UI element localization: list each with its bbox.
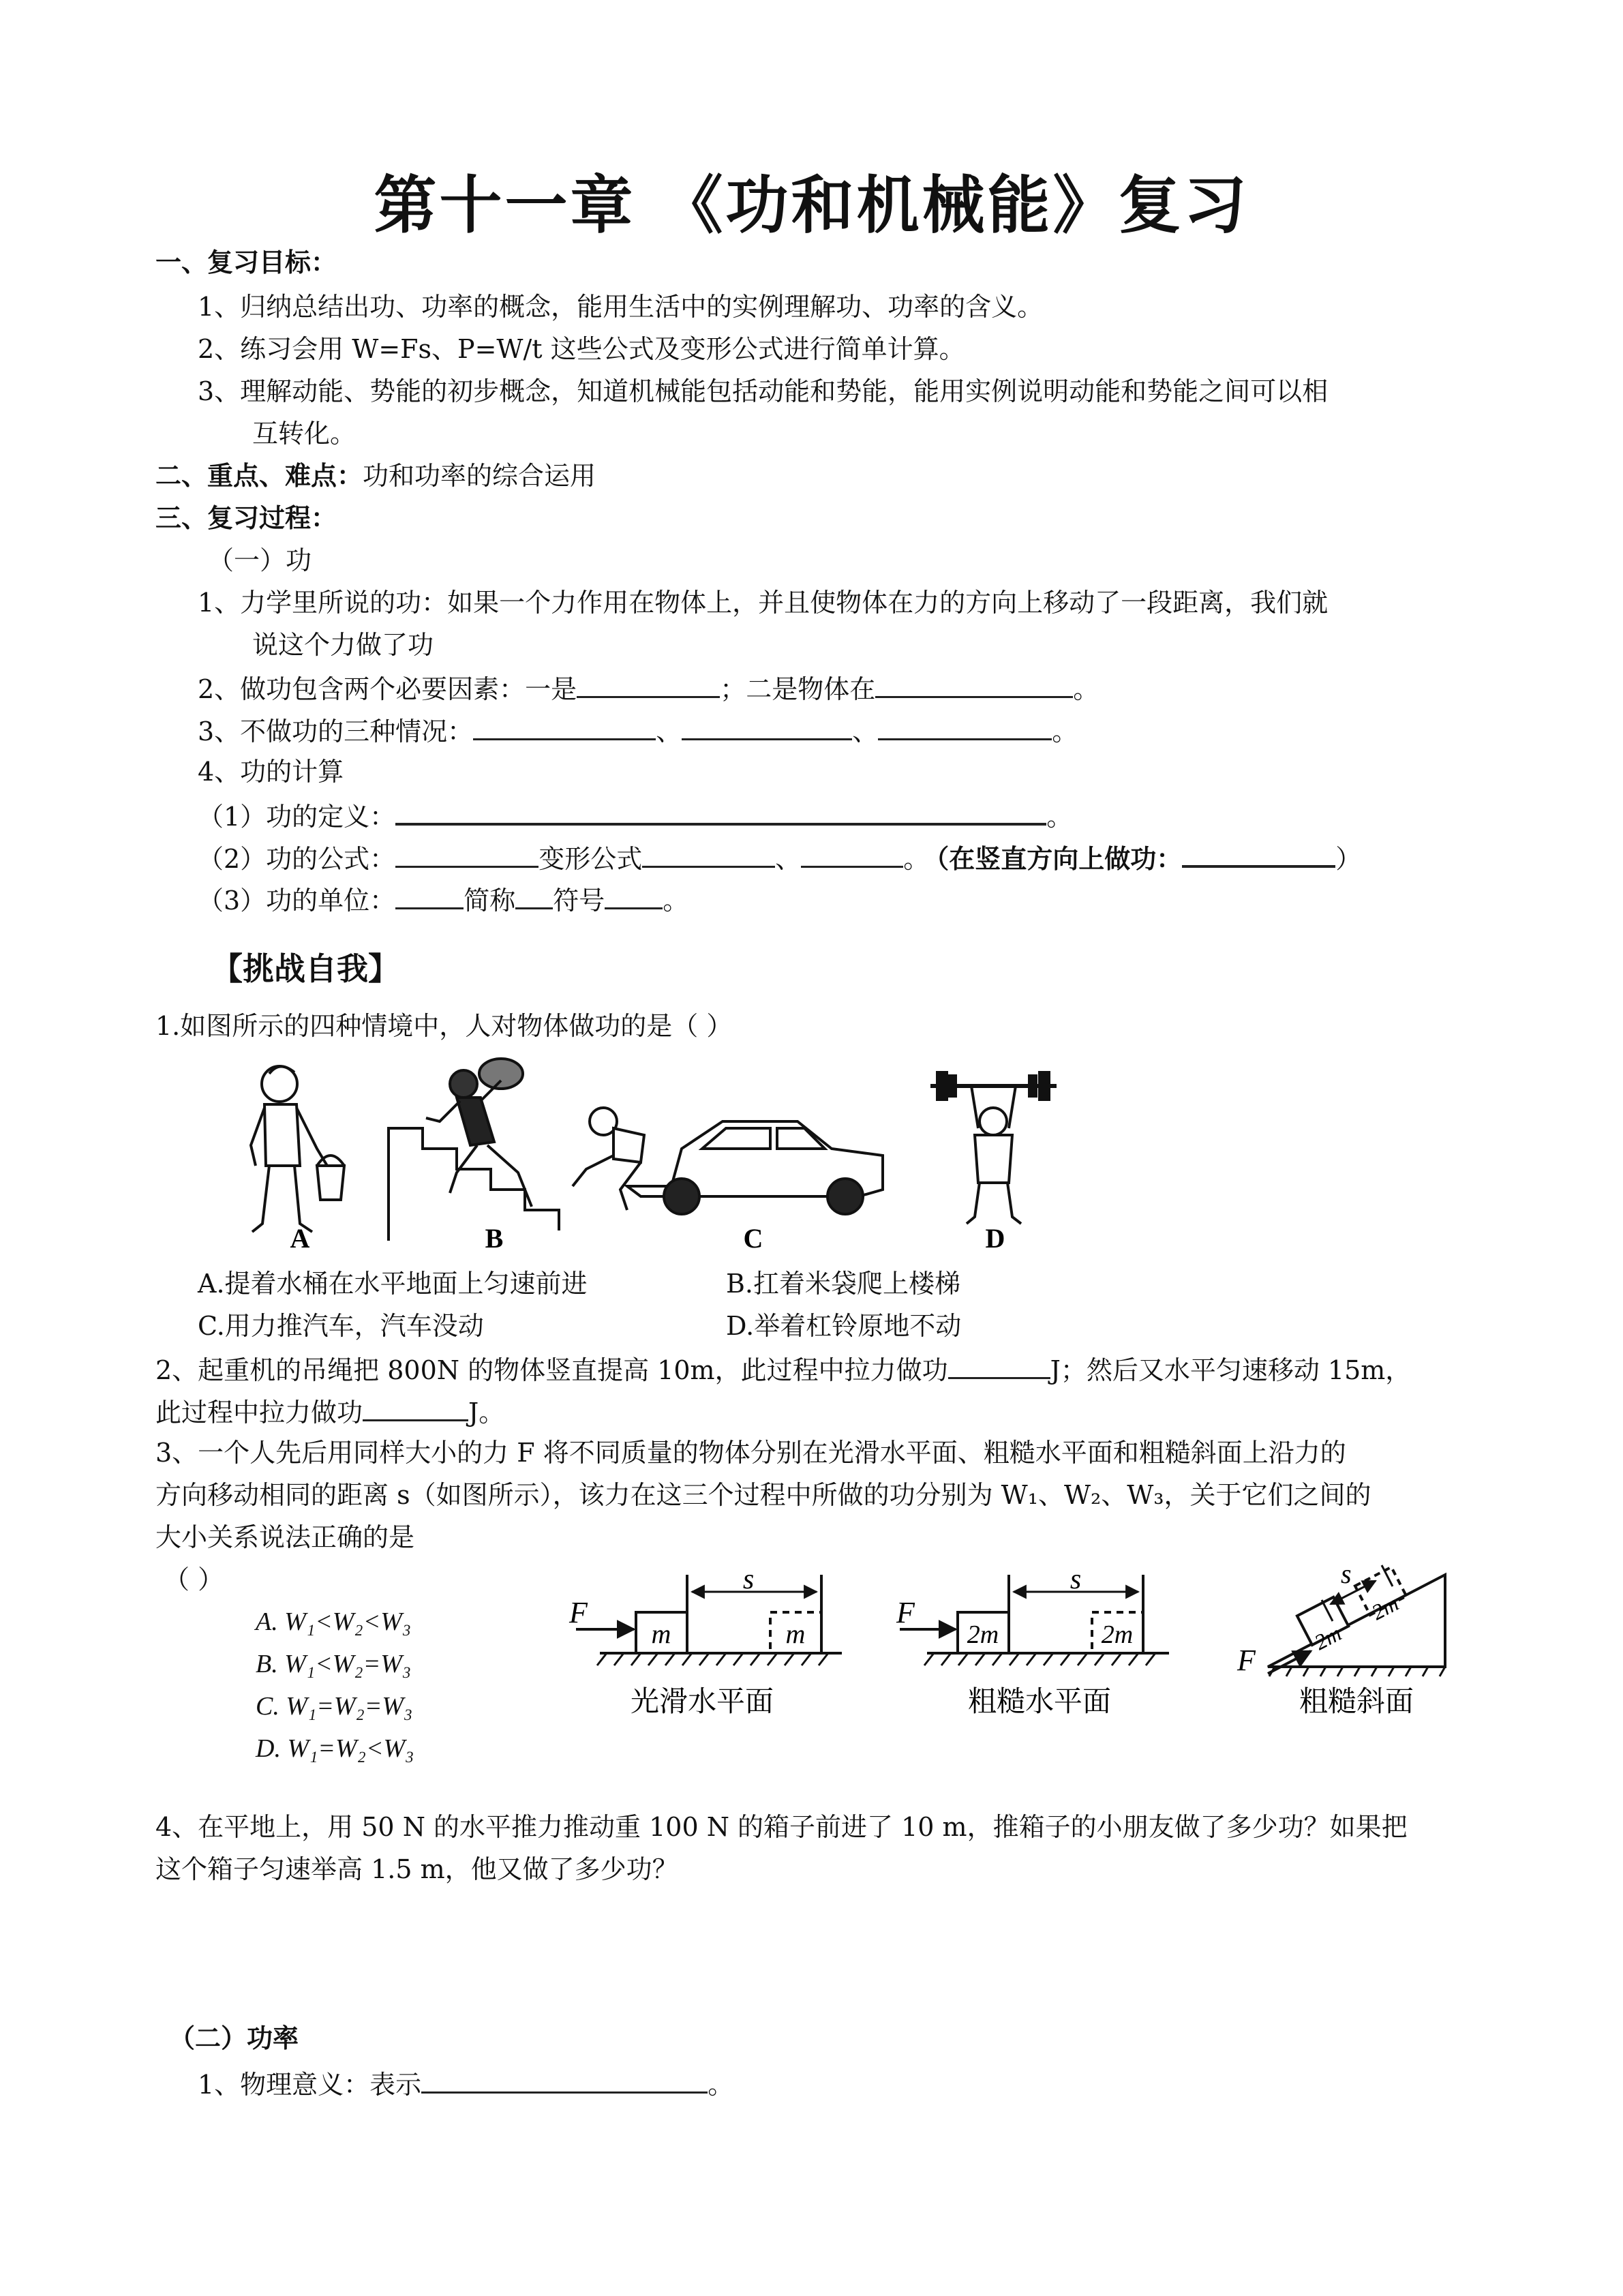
q4-line: 这个箱子匀速举高 1.5 m，他又做了多少功？	[155, 1854, 678, 1884]
q3-option: C. W₁=W₂=W₃	[256, 1692, 413, 1721]
mass-label: 2m	[1101, 1620, 1134, 1649]
person-car-illustration	[573, 1108, 883, 1214]
separator: 、	[656, 716, 682, 746]
diagram-caption: 粗糙斜面	[1299, 1687, 1414, 1718]
figure-label: C	[743, 1223, 763, 1254]
answer-blank[interactable]	[1182, 839, 1335, 868]
answer-blank[interactable]	[395, 881, 464, 909]
person-stairs-illustration	[389, 1059, 559, 1241]
q1-option: C.用力推汽车，汽车没动	[198, 1311, 484, 1341]
q3-option: B. W₁<W₂=W₃	[256, 1650, 412, 1678]
work-definition	[198, 797, 1072, 834]
work-unit-label: 简称	[464, 886, 516, 916]
distance-label: s	[742, 1564, 755, 1595]
work-item-3	[198, 712, 1078, 749]
q1-stem: 1.如图所示的四种情境中，人对物体做功的是（ ）	[155, 1011, 733, 1041]
goal-item-continued: 互转化。	[252, 419, 357, 449]
work-item-2-text: 2、做功包含两个必要因素：一是	[198, 674, 577, 704]
diagram-caption: 粗糙水平面	[967, 1687, 1112, 1718]
power-item-1-text: 1、物理意义：表示	[198, 2070, 422, 2100]
work-formula	[198, 839, 1361, 876]
mass-label: m	[785, 1618, 806, 1649]
key-points-text: 功和功率的综合运用	[363, 461, 596, 491]
answer-blank[interactable]	[682, 712, 852, 740]
vertical-work-label: （在竖直方向上做功：	[936, 844, 1183, 874]
work-item-1-continued: 说这个力做了功	[252, 630, 434, 660]
figure-label: A	[290, 1223, 310, 1254]
q2-text: 2、起重机的吊绳把 800N 的物体竖直提高 10m，此过程中拉力做功	[155, 1355, 948, 1385]
mass-label: m	[651, 1618, 671, 1649]
challenge-heading: 【挑战自我】	[211, 950, 399, 987]
work-unit-label: 符号	[553, 886, 605, 916]
q1-figure	[232, 1053, 1091, 1258]
answer-blank[interactable]	[363, 1393, 468, 1421]
q2-text: J。	[468, 1398, 505, 1428]
goals-heading: 一、复习目标：	[155, 247, 337, 277]
work-definition-label: （1）功的定义：	[198, 802, 396, 832]
distance-label: s	[1341, 1558, 1352, 1589]
answer-blank[interactable]	[577, 670, 720, 698]
force-label: F	[569, 1596, 588, 1629]
q3-option: D. W₁=W₂<W₃	[256, 1734, 414, 1763]
work-unit	[198, 881, 688, 918]
q3-bracket: （ ）	[164, 1565, 224, 1595]
q3-line: 方向移动相同的距离 s（如图所示），该力在这三个过程中所做的功分别为 W₁、W₂、W₃，关于它们之间的	[155, 1480, 1371, 1510]
answer-blank[interactable]	[515, 881, 553, 909]
page-title: 第十一章 《功和机械能》复习	[374, 169, 1249, 242]
q3-diagrams	[556, 1534, 1483, 1732]
work-item-2-text: ；二是物体在	[720, 674, 876, 704]
answer-blank[interactable]	[801, 840, 903, 868]
weightlifter-illustration	[930, 1072, 1057, 1224]
work-formula-label: （2）功的公式：	[198, 844, 396, 874]
q2-line1	[155, 1351, 1411, 1387]
answer-blank[interactable]	[878, 712, 1052, 740]
goal-item: 3、理解动能、势能的初步概念，知道机械能包括动能和势能，能用实例说明动能和势能之间可以相	[198, 376, 1329, 406]
answer-blank[interactable]	[642, 840, 775, 868]
answer-blank[interactable]	[605, 881, 663, 909]
distance-label: s	[1070, 1564, 1082, 1595]
end-mark: 。	[663, 886, 689, 916]
q3-line: 3、一个人先后用同样大小的力 F 将不同质量的物体分别在光滑水平面、粗糙水平面和粗糙斜面上沿力的	[155, 1438, 1346, 1468]
figure-label: B	[485, 1223, 504, 1254]
mass-label: 2m	[1367, 1590, 1403, 1625]
q2-line2	[155, 1393, 504, 1430]
separator: 、	[852, 716, 879, 746]
q1-option: A.提着水桶在水平地面上匀速前进	[198, 1269, 588, 1299]
work-heading: （一）功	[208, 545, 312, 575]
work-item-3-text: 3、不做功的三种情况：	[198, 716, 474, 746]
q2-text: 此过程中拉力做功	[155, 1398, 363, 1428]
end-mark: 。	[1052, 716, 1078, 746]
q3-option: A. W₁<W₂<W₃	[256, 1607, 412, 1636]
close-paren: ）	[1335, 844, 1362, 874]
goal-item: 1、归纳总结出功、功率的概念，能用生活中的实例理解功、功率的含义。	[198, 292, 1044, 322]
end-mark: 。	[1046, 802, 1073, 832]
key-points	[155, 459, 596, 493]
answer-blank[interactable]	[875, 670, 1073, 698]
work-item-4: 4、功的计算	[198, 757, 344, 787]
q4-line: 4、在平地上，用 50 N 的水平推力推动重 100 N 的箱子前进了 10 m，推箱子的小朋友做了多少功？如果把	[155, 1812, 1408, 1842]
work-item-2	[198, 670, 1099, 706]
q1-option: D.举着杠铃原地不动	[726, 1311, 962, 1341]
diagram-caption: 光滑水平面	[630, 1687, 774, 1718]
process-heading: 三、复习过程：	[155, 503, 337, 533]
goal-item: 2、练习会用 W=Fs、P=W/t 这些公式及变形公式进行简单计算。	[198, 334, 965, 364]
end-mark: 。	[708, 2070, 734, 2100]
q3-line: 大小关系说法正确的是	[155, 1522, 415, 1552]
answer-blank[interactable]	[473, 712, 656, 740]
separator: 、	[775, 844, 802, 874]
answer-blank[interactable]	[421, 2066, 708, 2094]
key-points-heading: 二、重点、难点：	[155, 461, 363, 491]
end-mark: 。	[903, 844, 930, 874]
answer-blank[interactable]	[395, 797, 1046, 826]
figure-label: D	[985, 1223, 1005, 1254]
work-item-2-end: 。	[1073, 674, 1099, 704]
force-label: F	[1237, 1644, 1256, 1677]
force-label: F	[896, 1596, 915, 1629]
work-unit-label: （3）功的单位：	[198, 886, 396, 916]
work-formula-label: 变形公式	[539, 844, 643, 874]
answer-blank[interactable]	[948, 1351, 1050, 1379]
mass-label: 2m	[967, 1620, 999, 1649]
person-bucket-illustration	[251, 1066, 344, 1232]
power-heading: （二）功率	[169, 2023, 299, 2053]
mass-label: 2m	[1310, 1620, 1346, 1655]
q1-option: B.扛着米袋爬上楼梯	[726, 1269, 961, 1299]
work-item-1: 1、力学里所说的功：如果一个力作用在物体上，并且使物体在力的方向上移动了一段距离，我们就	[198, 588, 1329, 618]
q2-text: J；然后又水平匀速移动 15m，	[1050, 1355, 1412, 1385]
power-item-1	[198, 2066, 733, 2102]
answer-blank[interactable]	[395, 840, 539, 868]
